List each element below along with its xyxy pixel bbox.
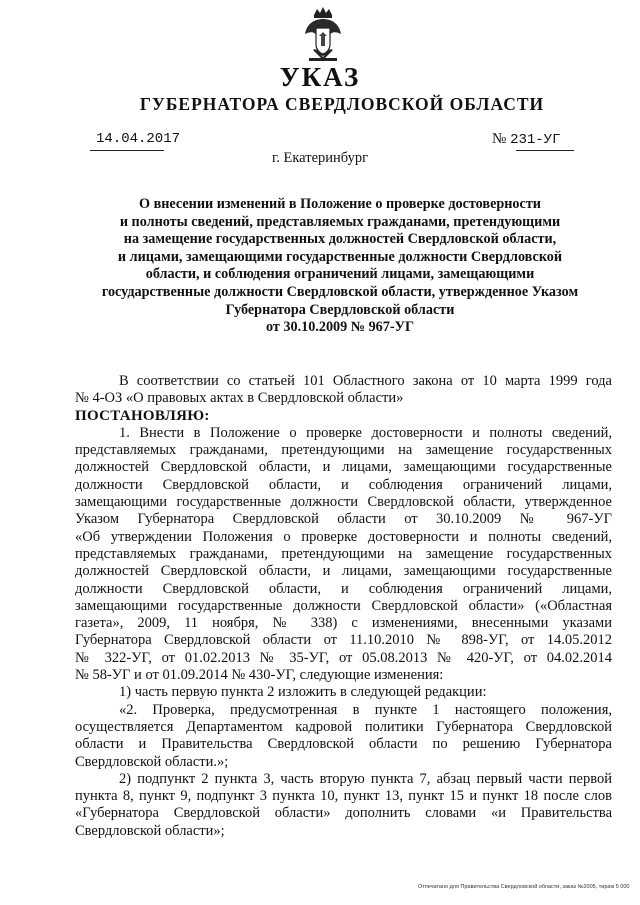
body-line: замещающими государственные должности Свердловской области, утвержденное [75, 494, 612, 511]
body-line: 2) подпункт 2 пункта 3, часть вторую пункта 7, абзац первый части первой [119, 770, 612, 787]
body-line: Губернатора Свердловской области от 11.10.2010 № 898-УГ, от 14.05.2012 [75, 632, 612, 649]
body-line: должностей Свердловской области, и лицами, замещающими государственные [75, 459, 612, 476]
body-line: 1) часть первую пункта 2 изложить в следующей редакции: [119, 684, 487, 701]
body-line: представляемых гражданами, претендующими на замещение государственных [75, 442, 612, 459]
body-line: Свердловской области.»; [75, 753, 229, 770]
body-line: представляемых гражданами, претендующими на замещение государственных [75, 545, 612, 562]
body-line: № 322-УГ, от 01.02.2013 № 35-УГ, от 05.08.2013 № 420-УГ, от 04.02.2014 [75, 649, 612, 666]
body-line: должности Свердловской области, и соблюдения ограничений лицами, [75, 580, 612, 597]
heading-line: области, и соблюдения ограничений лицами, замещающими [145, 266, 535, 283]
city-line: г. Екатеринбург [271, 150, 369, 166]
document-type-title: УКАЗ [279, 62, 361, 92]
body-line: газета», 2009, 11 ноября, № 338) с изменениями, внесенными указами [75, 615, 612, 632]
heading-line: и лицами, замещающими государственные должности Свердловской [117, 248, 563, 265]
body-line: области и Правительства Свердловской области по решению Губернатора [75, 736, 612, 753]
body-line: 1. Внести в Положение о проверке достоверности и полноты сведений, [119, 424, 612, 441]
body-line: должности Свердловской области, и соблюдения ограничений лицами, [75, 476, 612, 493]
body-line: должностей Свердловской области, и лицами, замещающими государственные [75, 563, 612, 580]
body-line: № 4-ОЗ «О правовых актах в Свердловской области» [75, 390, 404, 407]
heading-line: и полноты сведений, представляемых гражданами, претендующими [119, 213, 561, 230]
heading-line: Губернатора Свердловской области [225, 301, 455, 318]
document-heading [40, 196, 640, 337]
body-line: пункта 8, пункт 9, подпункт 3 пункта 10, пункт 13, пункт 15 и пункт 18 после слов [75, 788, 612, 805]
print-footer-note: Отпечатано для Правительства Свердловской области, заказ №2005, тираж 5 000 [418, 884, 630, 890]
body-line: замещающими государственные должности Свердловской области» («Областная [75, 597, 612, 614]
heading-line: на замещение государственных должностей Свердловской области, [123, 231, 557, 248]
body-line: Свердловской области»; [75, 822, 225, 839]
document-number [492, 131, 560, 148]
body-line: В соответствии со статьей 101 Областного закона от 10 марта 1999 года [119, 373, 612, 389]
heading-line: от 30.10.2009 № 967-УГ [265, 319, 415, 336]
document-date: 14.04.2017 [96, 131, 181, 147]
number-sign: № [492, 131, 507, 147]
issuer-title: ГУБЕРНАТОРА СВЕРДЛОВСКОЙ ОБЛАСТИ [139, 94, 545, 114]
body-line: «Губернатора Свердловской области» дополнить словами «и Правительства [75, 805, 612, 822]
body-line: Указом Губернатора Свердловской области от 30.10.2009 № 967-УГ [75, 511, 612, 528]
body-line: № 58-УГ и от 01.09.2014 № 430-УГ, следующие изменения: [75, 667, 444, 684]
heading-line: государственные должности Свердловской области, утвержденное Указом [101, 283, 579, 300]
document-body [75, 373, 612, 840]
heading-line: О внесении изменений в Положение о проверке достоверности [139, 196, 541, 212]
body-line: «Об утверждении Положения о проверке достоверности и полноты сведений, [75, 528, 612, 545]
number-value: 231-УГ [510, 132, 561, 148]
decree-word: ПОСТАНОВЛЯЮ: [75, 407, 210, 424]
coat-of-arms-emblem [301, 6, 345, 64]
body-line: осуществляется Департаментом кадровой политики Губернатора Свердловской [75, 718, 612, 735]
body-line: «2. Проверка, предусмотренная в пункте 1 настоящего положения, [119, 701, 612, 718]
